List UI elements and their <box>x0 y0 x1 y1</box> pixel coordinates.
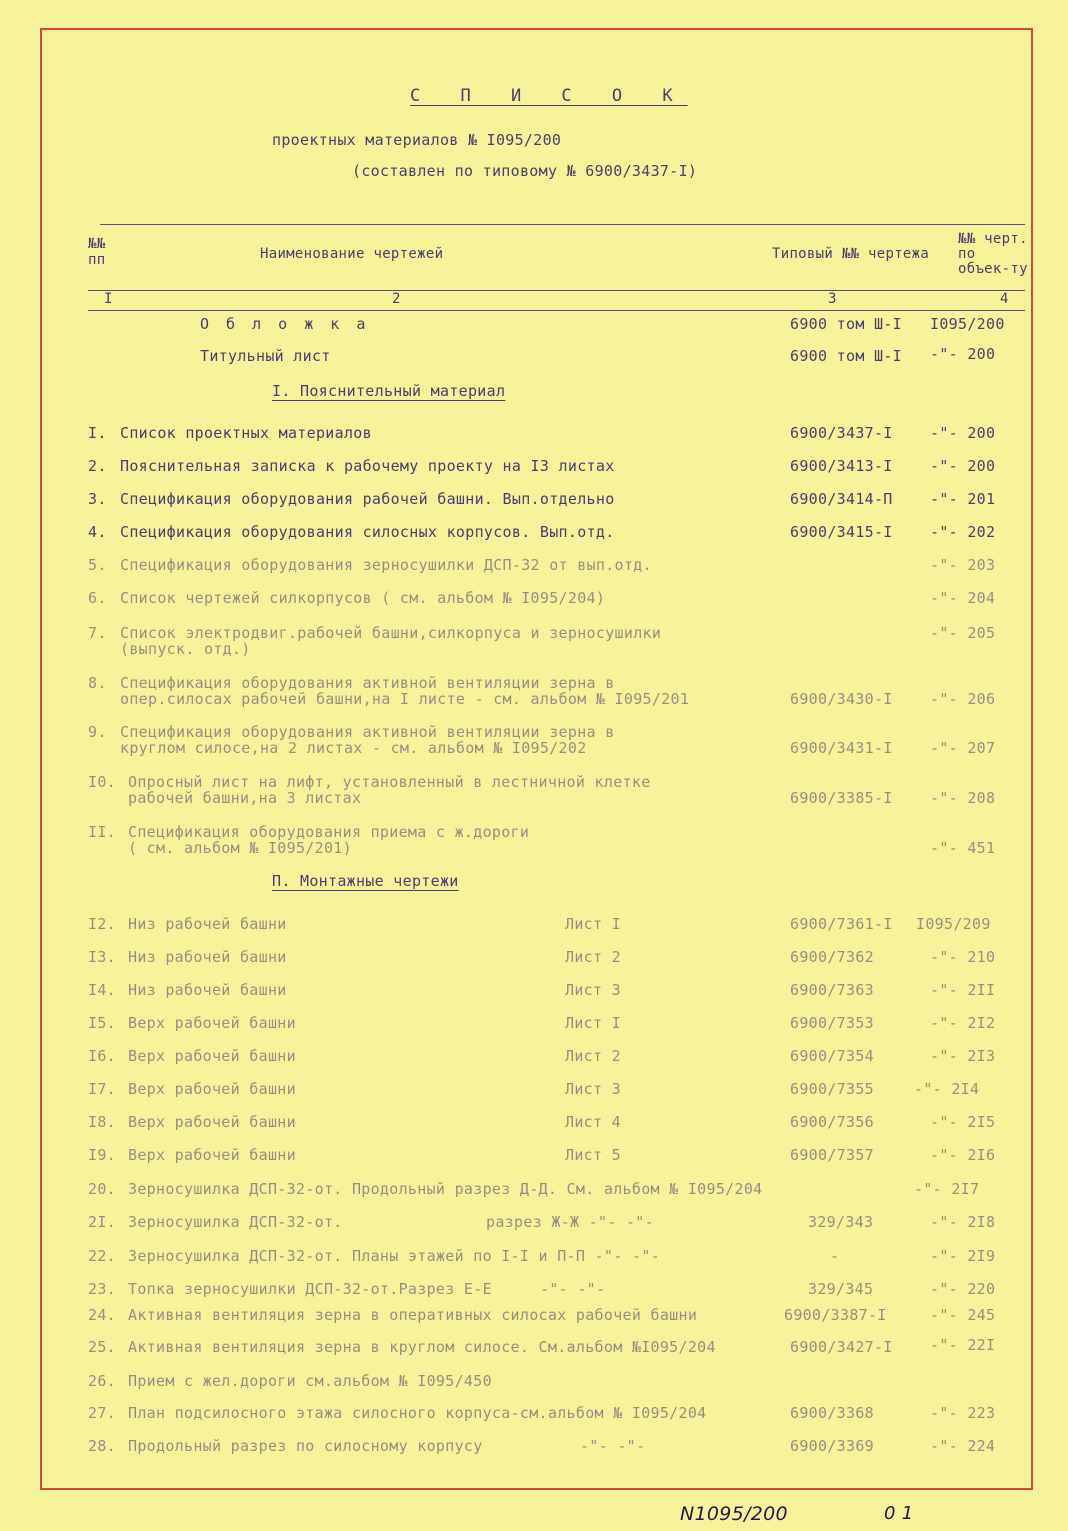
item-typical: 6900/3387-I <box>784 1306 887 1324</box>
item-number: I5. <box>88 1014 116 1032</box>
item-sheet: Лист 3 <box>565 1080 621 1098</box>
item-sheet: Лист 5 <box>565 1146 621 1164</box>
item-typical: 6900/3413-I <box>790 457 893 475</box>
item-sheet: -"- <box>632 1247 660 1265</box>
col-index-4: 4 <box>1000 291 1009 307</box>
item-sheet: Лист I <box>565 1014 621 1032</box>
col-index-3: 3 <box>828 291 837 307</box>
item-typical: - <box>830 1247 840 1265</box>
header-rule-2 <box>88 310 1025 311</box>
item-object: -"- 2I8 <box>930 1213 996 1231</box>
item-number: I4. <box>88 981 116 999</box>
item-object: -"- 2I6 <box>930 1146 996 1164</box>
row-title-typical: 6900 том Ш-I <box>790 347 902 365</box>
item-object: -"- 2I9 <box>930 1247 996 1265</box>
item-name: Верх рабочей башни <box>128 1014 296 1032</box>
item-object: -"- 2II <box>930 981 996 999</box>
section-heading-2: П. Монтажные чертежи <box>272 872 459 890</box>
item-typical: 6900/3368 <box>790 1404 874 1422</box>
item-name: Спецификация оборудования активной вентиляции зерна в <box>120 723 615 741</box>
item-typical: 6900/7363 <box>790 981 874 999</box>
item-number: 2. <box>88 457 107 475</box>
item-number: II. <box>88 823 116 841</box>
item-sheet: -"- -"- <box>580 1437 646 1455</box>
item-object: -"- 207 <box>930 739 996 757</box>
item-sheet: Лист 3 <box>565 981 621 999</box>
item-number: 27. <box>88 1404 116 1422</box>
item-typical: 329/345 <box>808 1280 874 1298</box>
item-name: Спецификация оборудования приема с ж.дороги <box>128 823 530 841</box>
item-object: -"- 200 <box>930 424 996 442</box>
item-number: I2. <box>88 915 116 933</box>
item-object: -"- 223 <box>930 1404 996 1422</box>
item-typical: 6900/7355 <box>790 1080 874 1098</box>
item-name: Продольный разрез по силосному корпусу <box>128 1437 483 1455</box>
col-header-name: Наименование чертежей <box>260 246 444 262</box>
item-sheet: -"- -"- <box>540 1280 606 1298</box>
item-typical: 329/343 <box>808 1213 874 1231</box>
item-typical: 6900/7356 <box>790 1113 874 1131</box>
col-header-number: №№ пп <box>88 236 106 268</box>
row-title-object: -"- 200 <box>930 345 996 363</box>
item-number: I3. <box>88 948 116 966</box>
item-name: Верх рабочей башни <box>128 1146 296 1164</box>
item-number: 5. <box>88 556 107 574</box>
item-object: -"- 201 <box>930 490 996 508</box>
item-name: Спецификация оборудования рабочей башни. Вып.отдельно <box>120 490 615 508</box>
item-name: План подсилосного этажа силосного корпуса-см.альбом № I095/204 <box>128 1404 707 1422</box>
item-number: 26. <box>88 1372 116 1390</box>
item-typical: 6900/3431-I <box>790 739 893 757</box>
item-typical: 6900/3414-П <box>790 490 893 508</box>
col-header-typical: Типовый №№ чертежа <box>772 246 930 262</box>
item-object: -"- 208 <box>930 789 996 807</box>
item-typical: 6900/3369 <box>790 1437 874 1455</box>
item-object: -"- 205 <box>930 624 996 642</box>
item-object: -"- 2I5 <box>930 1113 996 1131</box>
item-name: Пояснительная записка к рабочему проекту на I3 листах <box>120 457 615 475</box>
item-number: 23. <box>88 1280 116 1298</box>
item-name: Спецификация оборудования силосных корпусов. Вып.отд. <box>120 523 615 541</box>
item-typical: 6900/7361-I <box>790 915 893 933</box>
item-object: I095/209 <box>916 915 991 933</box>
item-name: Список проектных материалов <box>120 424 372 442</box>
table-top-rule <box>100 224 1025 225</box>
item-number: I6. <box>88 1047 116 1065</box>
item-typical: 6900/7353 <box>790 1014 874 1032</box>
header-rule-1 <box>88 290 1025 291</box>
item-number: I9. <box>88 1146 116 1164</box>
item-object: -"- 22I <box>930 1336 996 1354</box>
item-name: Опросный лист на лифт, установленный в лестничной клетке <box>128 773 651 791</box>
item-object: -"- 2I3 <box>930 1047 996 1065</box>
item-name: Верх рабочей башни <box>128 1047 296 1065</box>
item-number: 25. <box>88 1338 116 1356</box>
item-typical: 6900/7362 <box>790 948 874 966</box>
item-object: -"- 2I2 <box>930 1014 996 1032</box>
item-typical: 6900/3437-I <box>790 424 893 442</box>
item-object: -"- 206 <box>930 690 996 708</box>
item-name: Активная вентиляция зерна в оперативных силосах рабочей башни <box>128 1306 698 1324</box>
item-name: Низ рабочей башни <box>128 981 287 999</box>
item-object: -"- 245 <box>930 1306 996 1324</box>
item-name-line2: опер.силосах рабочей башни,на I листе - см. альбом № I095/201 <box>120 690 690 708</box>
item-number: 24. <box>88 1306 116 1324</box>
item-name: Спецификация оборудования активной вентиляции зерна в <box>120 674 615 692</box>
item-number: 9. <box>88 723 107 741</box>
item-name: Низ рабочей башни <box>128 915 287 933</box>
item-name: Зерносушилка ДСП-32-от. <box>128 1213 343 1231</box>
item-name: Список электродвиг.рабочей башни,силкорпуса и зерносушилки <box>120 624 662 642</box>
page-number: 0 1 <box>884 1503 914 1524</box>
item-name-line2: (выпуск. отд.) <box>120 640 251 658</box>
item-number: I0. <box>88 773 116 791</box>
item-name: Верх рабочей башни <box>128 1080 296 1098</box>
item-object: -"- 220 <box>930 1280 996 1298</box>
item-typical: 6900/7354 <box>790 1047 874 1065</box>
item-sheet: разрез Ж-Ж -"- -"- <box>486 1213 654 1231</box>
item-sheet: Лист 2 <box>565 948 621 966</box>
item-name-line2: круглом силосе,на 2 листах - см. альбом № I095/202 <box>120 739 587 757</box>
item-number: 20. <box>88 1180 116 1198</box>
row-cover-name: О б л о ж к а <box>200 315 370 333</box>
item-number: 22. <box>88 1247 116 1265</box>
item-object: -"- 451 <box>930 839 996 857</box>
archive-number-stamp: N1095/200 <box>680 1503 788 1525</box>
item-name-line2: рабочей башни,на 3 листах <box>128 789 362 807</box>
item-sheet: Лист 2 <box>565 1047 621 1065</box>
item-number: 8. <box>88 674 107 692</box>
document-subtitle: проектных материалов № I095/200 <box>272 131 562 149</box>
item-sheet: Лист 4 <box>565 1113 621 1131</box>
col-index-1: I <box>104 291 113 307</box>
section-heading-1: I. Пояснительный материал <box>272 382 506 400</box>
item-number: 2I. <box>88 1213 116 1231</box>
item-number: I8. <box>88 1113 116 1131</box>
item-object: -"- 2I4 <box>914 1080 980 1098</box>
item-object: -"- 210 <box>930 948 996 966</box>
item-object: -"- 203 <box>930 556 996 574</box>
item-number: I. <box>88 424 107 442</box>
item-object: -"- 200 <box>930 457 996 475</box>
item-name: Спецификация оборудования зерносушилки ДСП-32 от вып.отд. <box>120 556 652 574</box>
item-name: Прием с жел.дороги см.альбом № I095/450 <box>128 1372 492 1390</box>
item-number: 7. <box>88 624 107 642</box>
row-cover-object: I095/200 <box>930 315 1005 333</box>
item-name: Топка зерносушилки ДСП-32-от.Разрез Е-Е <box>128 1280 492 1298</box>
document-source-note: (составлен по типовому № 6900/3437-I) <box>352 162 698 180</box>
item-typical: 6900/3430-I <box>790 690 893 708</box>
item-typical: 6900/3385-I <box>790 789 893 807</box>
item-name: Низ рабочей башни <box>128 948 287 966</box>
item-name: Список чертежей силкорпусов ( см. альбом № I095/204) <box>120 589 606 607</box>
item-typical: 6900/7357 <box>790 1146 874 1164</box>
item-typical: 6900/3427-I <box>790 1338 893 1356</box>
item-number: I7. <box>88 1080 116 1098</box>
item-object: -"- 2I7 <box>914 1180 980 1198</box>
item-name: Зерносушилка ДСП-32-от. Продольный разрез Д-Д. См. альбом № I095/204 <box>128 1180 763 1198</box>
item-object: -"- 202 <box>930 523 996 541</box>
col-header-object: №№ черт. по объек-ту <box>958 231 1028 277</box>
item-sheet: Лист I <box>565 915 621 933</box>
item-name: Активная вентиляция зерна в круглом силосе. См.альбом №I095/204 <box>128 1338 716 1356</box>
item-name: Зерносушилка ДСП-32-от. Планы этажей по I-I и П-П -"- <box>128 1247 623 1265</box>
item-object: -"- 224 <box>930 1437 996 1455</box>
row-title-name: Титульный лист <box>200 347 331 365</box>
item-typical: 6900/3415-I <box>790 523 893 541</box>
item-name: Верх рабочей башни <box>128 1113 296 1131</box>
col-index-2: 2 <box>392 291 401 307</box>
item-name-line2: ( см. альбом № I095/201) <box>128 839 352 857</box>
item-number: 3. <box>88 490 107 508</box>
row-cover-typical: 6900 том Ш-I <box>790 315 902 333</box>
item-object: -"- 204 <box>930 589 996 607</box>
item-number: 4. <box>88 523 107 541</box>
item-number: 28. <box>88 1437 116 1455</box>
document-title: С П И С О К <box>410 86 688 106</box>
item-number: 6. <box>88 589 107 607</box>
